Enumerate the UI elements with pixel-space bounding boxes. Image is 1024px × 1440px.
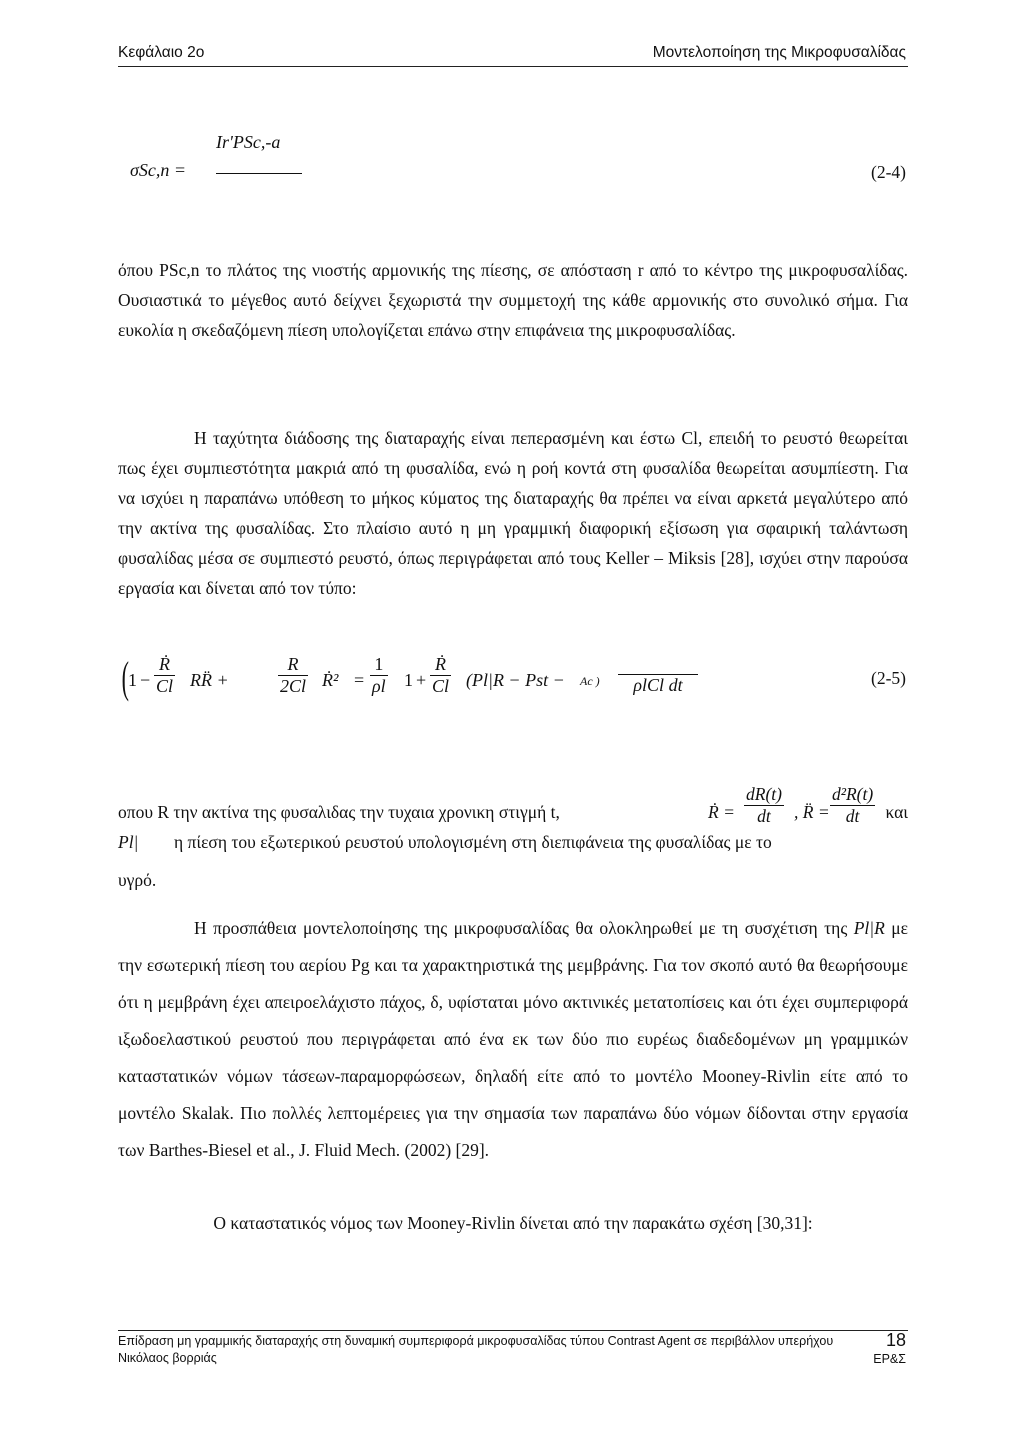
footer-dept: ΕΡ&Σ (873, 1352, 906, 1366)
rdot-def-fraction: $\frac{dR(t)}{dt}$ (746, 784, 782, 826)
eq25-frac-rdot-cl: $\frac{\text{Ṙ}}{Cl}$ (156, 654, 174, 696)
eq25-minus: − (140, 670, 151, 690)
header-rule (118, 66, 908, 67)
pl-symbol: Pl| (118, 832, 139, 852)
footer-rule (118, 1330, 908, 1331)
and-word: και (885, 802, 908, 822)
eq25-frac-rho-cl-dt: ρlCl dt (618, 654, 698, 696)
eq24-numerator: Ir'PSc,-a (216, 132, 281, 152)
pl-definition: η πίεση του εξωτερικού ρευστού υπολογισμένη στη διεπιφάνεια της φυσαλίδας με το (174, 832, 772, 852)
eq25-one-b: 1 (404, 670, 413, 690)
equation-2-5 (118, 650, 768, 716)
pl-definition-tail: υγρό. (118, 870, 157, 890)
rddot-def-fraction: $\frac{\text{d²R(t)}}{dt}$ (832, 784, 874, 826)
page-number: 18 (885, 1330, 906, 1350)
eq24-fraction-line (216, 173, 302, 174)
eq25-frac-r-2cl: $\frac{R}{2Cl}$ (280, 654, 307, 696)
equation-2-4-number: (2-4) (871, 162, 906, 182)
pl-r-symbol: Pl|R (853, 918, 885, 938)
paragraph-5: Η προσπάθεια μοντελοποίησης της μικροφυσαλίδας θα ολοκληρωθεί με τη συσχέτιση της Pl|R με την εσωτερική πίεση του αερίου Pg και τα χαρακτηριστικά της μεμβράνης. Για τον σκοπό αυτό θα θεωρήσουμε ότι η μεμβράνη έχει απειροελάχιστο πάχος, δ, υφίσταται μόνο ακτινικές μετατοπίσεις και ότι έχει συμπεριφορά ιξωδοελαστικού ρευστού που περιγράφεται από ένα εκ των δύο πιο ευρέως διαδεδομένων μη γραμμικών καταστατικών νόμων τάσεων-παραμορφώσεων, δηλαδή είτε από το μοντέλο Mooney-Rivlin είτε από το μοντέλο Skalak. Πιο πολλές λεπτομέρειες για την σημασία των παραπάνω δύο νόμων δίδονται στην εργασία των Barthes-Biesel et al., J. Fluid Mech. (2002) [29]. (118, 918, 908, 1160)
paragraph-4 (118, 832, 908, 892)
footer-title: Επίδραση μη γραμμικής διαταραχής στη δυναμική συμπεριφορά μικροφυσαλίδας τύπου Contrast Agent σε περιβάλλον υπερήχου (118, 1334, 834, 1348)
footer-author: Νικόλαος βορριάς (118, 1351, 217, 1365)
paragraph-6: Ο καταστατικός νόμος των Mooney-Rivlin δίνεται από την παρακάτω σχέση [30,31]: (213, 1213, 813, 1233)
paragraph-1: όπου PSc,n το πλάτος της νιοστής αρμονικής της πίεσης, σε απόσταση r από το κέντρο της μικροφυσαλίδας. Ουσιαστικά το μέγεθος αυτό δείχνει ξεχωριστά την συμμετοχή της κάθε αρμονικής στο συνολικό σήμα. Για ευκολία η σκεδαζόμενη πίεση υπολογίζεται επάνω στην επιφάνεια της μικροφυσαλίδας. (118, 260, 908, 340)
rddot-def-lhs: , R̈ = (794, 802, 830, 822)
equation-2-4 (118, 128, 908, 198)
eq24-lhs: σSc,n = (130, 160, 187, 180)
eq25-plus: + (416, 670, 427, 690)
paragraph-2: Η ταχύτητα διάδοσης της διαταραχής είναι πεπερασμένη και έστω Cl, επειδή το ρευστό θεωρείται πως έχει συμπιεστότητα μακριά από τη φυσαλίδα, ενώ η ροή κοντά στη φυσαλίδα θεωρείται ασυμπίεστη. Για να ισχύει η παραπάνω υπόθεση το μήκος κύματος της διαταραχής θα πρέπει να είναι αρκετά μεγαλύτερο από την ακτίνα της φυσαλίδας. Στο πλαίσιο αυτό η μη γραμμική διαφορική εξίσωση για σφαιρική ταλάντωση φυσαλίδας μέσα σε συμπιεστό ρευστό, όπως περιγράφεται από τους Keller – Miksis [28], ισχύει στην παρούσα εργασία και δίνεται από τον τύπο: (118, 428, 908, 598)
equation-2-5-number: (2-5) (871, 668, 906, 688)
eq25-frac-1-rho: $\frac{1}{\rho l}$ (372, 654, 386, 696)
chapter-header: Κεφάλαιο 2ο (118, 44, 205, 61)
eq25-r-squared: Ṙ² (322, 670, 339, 690)
section-header: Μοντελοποίηση της Μικροφυσαλίδας (652, 44, 906, 61)
eq25-paren-open: ( (121, 653, 129, 702)
eq25-frac-rdot-cl-b: $\frac{\text{Ṙ}}{Cl}$ (432, 654, 450, 696)
eq25-ac: Ac ) (580, 674, 600, 688)
eq25-one: 1 (128, 670, 137, 690)
eq25-bracket: (Pl|R − Pst − (466, 670, 565, 690)
eq25-equals: = (354, 670, 365, 690)
paragraph-3 (118, 780, 908, 836)
r-definition-text: οπου R την ακτίνα της φυσαλιδας την τυχαια χρονικη στιγμή t, (118, 802, 560, 822)
rdot-def-lhs: Ṙ = (708, 802, 735, 822)
eq25-rr: RR̈ + (190, 670, 229, 690)
